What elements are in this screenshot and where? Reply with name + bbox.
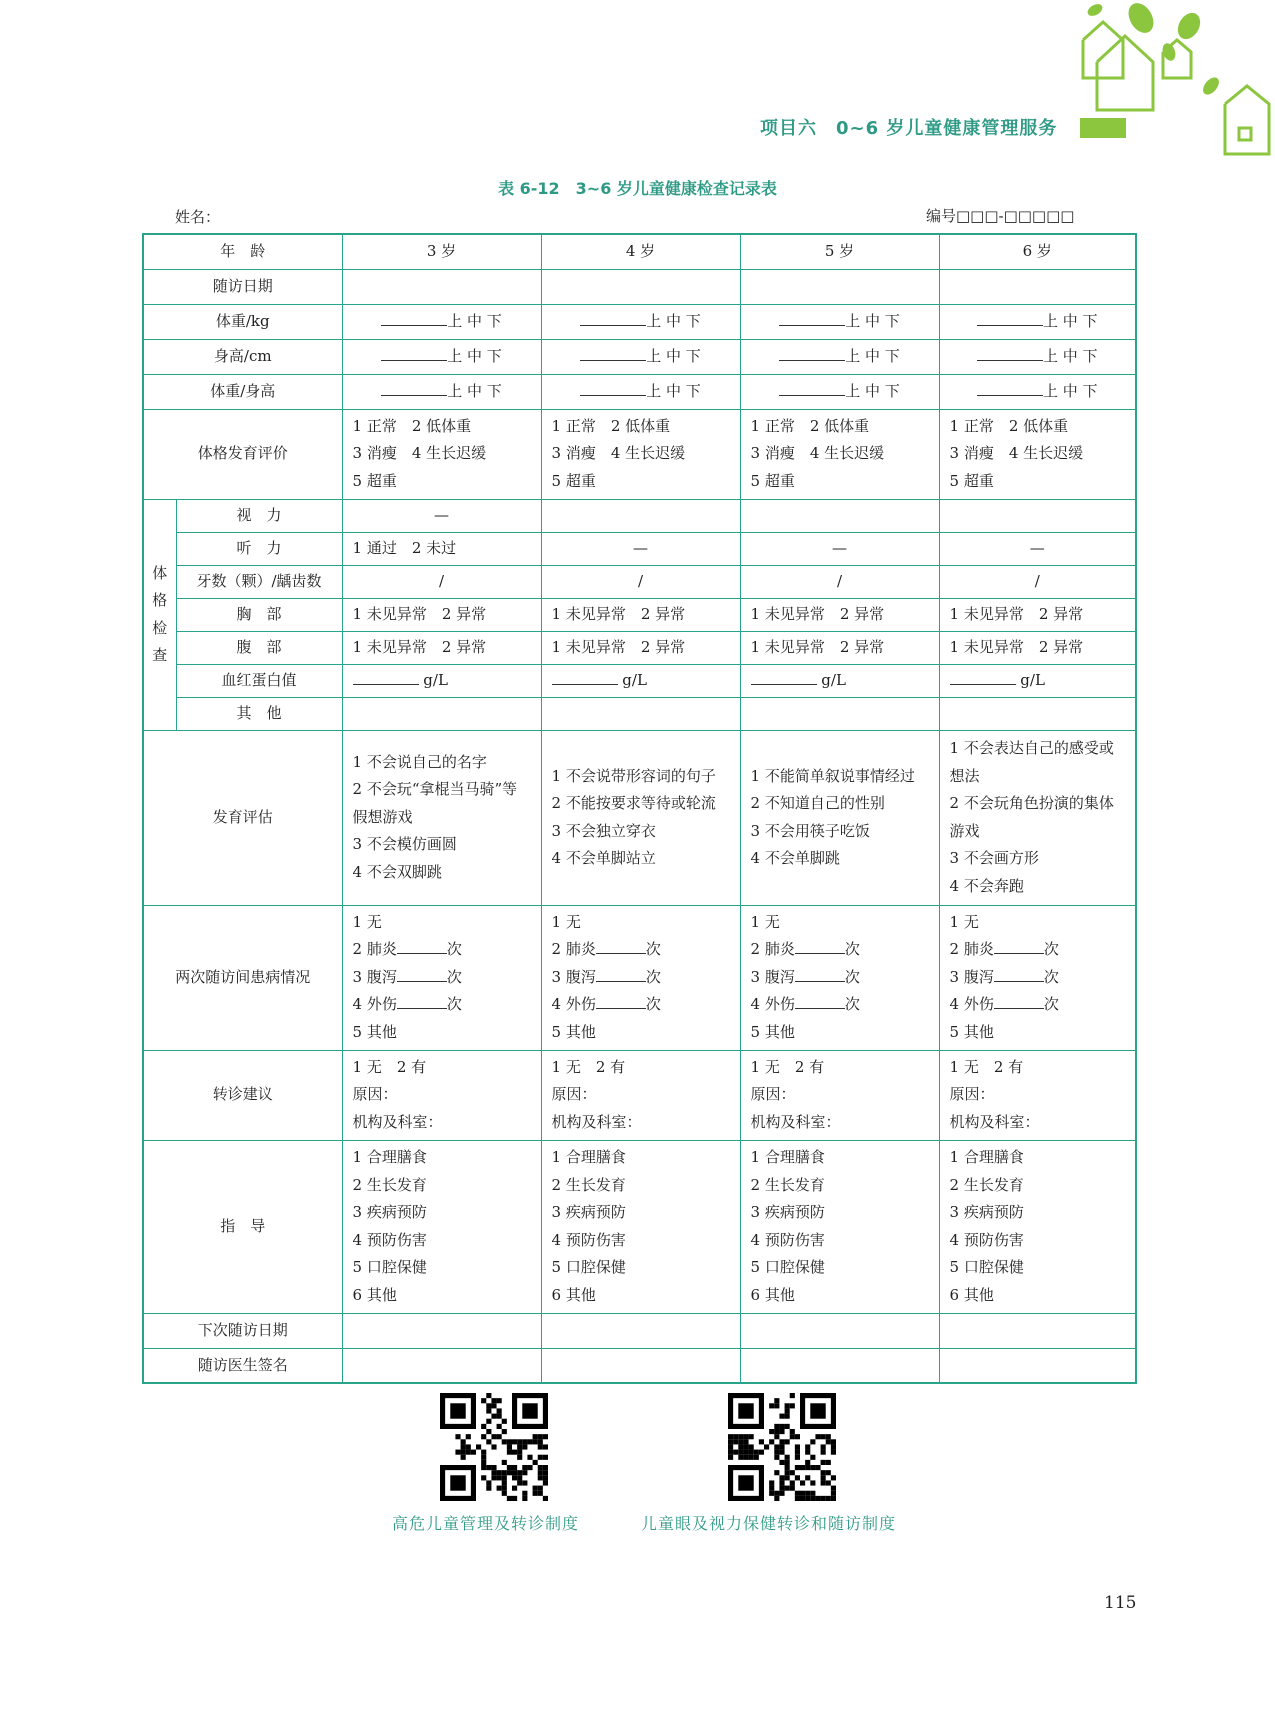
- illness-cell[interactable]: 1 无 2 肺炎 次 3 腹泻 次 4 外伤 次 5 其他: [541, 905, 740, 1050]
- development-eval-cell[interactable]: 1 不会说带形容词的句子 2 不能按要求等待或轮流 3 不会独立穿衣 4 不会单脚站立: [541, 730, 740, 905]
- weight-height-cell[interactable]: 上 中 下: [939, 374, 1136, 409]
- visit-date-field[interactable]: [740, 269, 939, 304]
- illness-cell[interactable]: 1 无 2 肺炎 次 3 腹泻 次 4 外伤 次 5 其他: [939, 905, 1136, 1050]
- doctor-sign-field[interactable]: [342, 1348, 541, 1383]
- physical-eval-cell[interactable]: 1 正常 2 低体重 3 消瘦 4 生长迟缓 5 超重: [541, 409, 740, 499]
- table-row: [143, 1140, 1136, 1313]
- visit-date-field[interactable]: [939, 269, 1136, 304]
- hemoglobin-cell[interactable]: g/L: [342, 664, 541, 697]
- id-number-label: 编号□□□-□□□□□: [926, 207, 1075, 225]
- doctor-sign-field[interactable]: [939, 1348, 1136, 1383]
- chest-label: 胸 部: [176, 598, 342, 631]
- height-label: 身高/cm: [143, 339, 342, 374]
- table-row: [143, 697, 1136, 730]
- physical-eval-cell[interactable]: 1 正常 2 低体重 3 消瘦 4 生长迟缓 5 超重: [740, 409, 939, 499]
- abdomen-label: 腹 部: [176, 631, 342, 664]
- table-row: [143, 374, 1136, 409]
- doctor-sign-field[interactable]: [740, 1348, 939, 1383]
- weight-cell[interactable]: 上 中 下: [939, 304, 1136, 339]
- hearing-cell: —: [939, 532, 1136, 565]
- development-eval-cell[interactable]: 1 不能简单叙说事情经过 2 不知道自己的性别 3 不会用筷子吃饭 4 不会单脚跳: [740, 730, 939, 905]
- table-row: [143, 905, 1136, 1050]
- table-row: [143, 1348, 1136, 1383]
- vision-label: 视 力: [176, 499, 342, 532]
- guidance-cell[interactable]: 1 合理膳食 2 生长发育 3 疾病预防 4 预防伤害 5 口腔保健 6 其他: [939, 1140, 1136, 1313]
- weight-cell[interactable]: 上 中 下: [541, 304, 740, 339]
- table-row: [143, 532, 1136, 565]
- guidance-cell[interactable]: 1 合理膳食 2 生长发育 3 疾病预防 4 预防伤害 5 口腔保健 6 其他: [541, 1140, 740, 1313]
- vision-cell[interactable]: [939, 499, 1136, 532]
- visit-date-label: 随访日期: [143, 269, 342, 304]
- table-title: 表 6-12 3~6 岁儿童健康检查记录表: [498, 179, 777, 198]
- weight-height-cell[interactable]: 上 中 下: [541, 374, 740, 409]
- table-row: [143, 304, 1136, 339]
- visit-date-field[interactable]: [342, 269, 541, 304]
- hearing-cell: —: [740, 532, 939, 565]
- weight-label: 体重/kg: [143, 304, 342, 339]
- physical-eval-cell[interactable]: 1 正常 2 低体重 3 消瘦 4 生长迟缓 5 超重: [342, 409, 541, 499]
- chest-cell[interactable]: 1 未见异常 2 异常: [939, 598, 1136, 631]
- hemoglobin-cell[interactable]: g/L: [541, 664, 740, 697]
- qr-code-eye-care[interactable]: [728, 1393, 836, 1501]
- table-row: [143, 565, 1136, 598]
- next-visit-field[interactable]: [541, 1313, 740, 1348]
- name-label: 姓名：: [175, 208, 221, 226]
- physical-eval-cell[interactable]: 1 正常 2 低体重 3 消瘦 4 生长迟缓 5 超重: [939, 409, 1136, 499]
- next-visit-label: 下次随访日期: [143, 1313, 342, 1348]
- hearing-label: 听 力: [176, 532, 342, 565]
- vision-cell: —: [342, 499, 541, 532]
- table-row: [143, 664, 1136, 697]
- health-check-record-table: [142, 233, 1137, 1384]
- development-eval-label: 发育评估: [143, 730, 342, 905]
- height-cell[interactable]: 上 中 下: [541, 339, 740, 374]
- other-label: 其 他: [176, 697, 342, 730]
- height-cell[interactable]: 上 中 下: [740, 339, 939, 374]
- qr-caption-eye-care: 儿童眼及视力保健转诊和随访制度: [641, 1514, 897, 1533]
- illness-cell[interactable]: 1 无 2 肺炎 次 3 腹泻 次 4 外伤 次 5 其他: [740, 905, 939, 1050]
- other-cell[interactable]: [541, 697, 740, 730]
- doctor-sign-label: 随访医生签名: [143, 1348, 342, 1383]
- chest-cell[interactable]: 1 未见异常 2 异常: [541, 598, 740, 631]
- weight-height-cell[interactable]: 上 中 下: [740, 374, 939, 409]
- next-visit-field[interactable]: [740, 1313, 939, 1348]
- hearing-cell: —: [541, 532, 740, 565]
- vision-cell[interactable]: [541, 499, 740, 532]
- age-header: 年 龄: [143, 234, 342, 269]
- chapter-title: 项目六 0~6 岁儿童健康管理服务: [760, 118, 1058, 139]
- height-cell[interactable]: 上 中 下: [342, 339, 541, 374]
- hearing-cell[interactable]: 1 通过 2 未过: [342, 532, 541, 565]
- chest-cell[interactable]: 1 未见异常 2 异常: [342, 598, 541, 631]
- referral-cell[interactable]: 1 无 2 有 原因： 机构及科室：: [740, 1050, 939, 1140]
- weight-height-cell[interactable]: 上 中 下: [342, 374, 541, 409]
- doctor-sign-field[interactable]: [541, 1348, 740, 1383]
- qr-caption-high-risk: 高危儿童管理及转诊制度: [392, 1514, 580, 1533]
- abdomen-cell[interactable]: 1 未见异常 2 异常: [939, 631, 1136, 664]
- hemoglobin-cell[interactable]: g/L: [939, 664, 1136, 697]
- referral-cell[interactable]: 1 无 2 有 原因： 机构及科室：: [541, 1050, 740, 1140]
- age-col-5: 5 岁: [740, 234, 939, 269]
- page-number: 115: [1104, 1593, 1137, 1613]
- height-cell[interactable]: 上 中 下: [939, 339, 1136, 374]
- physical-eval-label: 体格发育评价: [143, 409, 342, 499]
- table-row: [143, 499, 1136, 532]
- other-cell[interactable]: [939, 697, 1136, 730]
- abdomen-cell[interactable]: 1 未见异常 2 异常: [541, 631, 740, 664]
- visit-date-field[interactable]: [541, 269, 740, 304]
- weight-cell[interactable]: 上 中 下: [342, 304, 541, 339]
- illness-label: 两次随访间患病情况: [143, 905, 342, 1050]
- age-col-6: 6 岁: [939, 234, 1136, 269]
- table-row: [143, 1050, 1136, 1140]
- table-row: [143, 631, 1136, 664]
- weight-cell[interactable]: 上 中 下: [740, 304, 939, 339]
- teeth-cell[interactable]: /: [740, 565, 939, 598]
- hemoglobin-label: 血红蛋白值: [176, 664, 342, 697]
- referral-cell[interactable]: 1 无 2 有 原因： 机构及科室：: [342, 1050, 541, 1140]
- weight-height-label: 体重/身高: [143, 374, 342, 409]
- teeth-cell[interactable]: /: [342, 565, 541, 598]
- table-row: [143, 1313, 1136, 1348]
- chapter-color-bar: [1080, 118, 1126, 138]
- teeth-label: 牙数（颗）/龋齿数: [176, 565, 342, 598]
- table-row: [143, 598, 1136, 631]
- house-leaf-decoration: [1075, 0, 1275, 180]
- teeth-cell[interactable]: /: [939, 565, 1136, 598]
- other-cell[interactable]: [342, 697, 541, 730]
- guidance-cell[interactable]: 1 合理膳食 2 生长发育 3 疾病预防 4 预防伤害 5 口腔保健 6 其他: [740, 1140, 939, 1313]
- next-visit-field[interactable]: [342, 1313, 541, 1348]
- table-row: [143, 409, 1136, 499]
- development-eval-cell[interactable]: 1 不会表达自己的感受或想法 2 不会玩角色扮演的集体游戏 3 不会画方形 4 不会奔跑: [939, 730, 1136, 905]
- age-col-3: 3 岁: [342, 234, 541, 269]
- physical-exam-group-label: 体 格 检 查: [143, 499, 176, 730]
- abdomen-cell[interactable]: 1 未见异常 2 异常: [342, 631, 541, 664]
- abdomen-cell[interactable]: 1 未见异常 2 异常: [740, 631, 939, 664]
- referral-cell[interactable]: 1 无 2 有 原因： 机构及科室：: [939, 1050, 1136, 1140]
- vision-cell[interactable]: [740, 499, 939, 532]
- guidance-cell[interactable]: 1 合理膳食 2 生长发育 3 疾病预防 4 预防伤害 5 口腔保健 6 其他: [342, 1140, 541, 1313]
- age-col-4: 4 岁: [541, 234, 740, 269]
- table-row: [143, 730, 1136, 905]
- hemoglobin-cell[interactable]: g/L: [740, 664, 939, 697]
- table-row: [143, 269, 1136, 304]
- qr-code-high-risk[interactable]: [440, 1393, 548, 1501]
- other-cell[interactable]: [740, 697, 939, 730]
- next-visit-field[interactable]: [939, 1313, 1136, 1348]
- development-eval-cell[interactable]: 1 不会说自己的名字 2 不会玩“拿棍当马骑”等假想游戏 3 不会模仿画圆 4 不会双脚跳: [342, 730, 541, 905]
- chest-cell[interactable]: 1 未见异常 2 异常: [740, 598, 939, 631]
- referral-label: 转诊建议: [143, 1050, 342, 1140]
- teeth-cell[interactable]: /: [541, 565, 740, 598]
- table-row: [143, 339, 1136, 374]
- guidance-label: 指 导: [143, 1140, 342, 1313]
- table-row: [143, 234, 1136, 269]
- illness-cell[interactable]: 1 无 2 肺炎 次 3 腹泻 次 4 外伤 次 5 其他: [342, 905, 541, 1050]
